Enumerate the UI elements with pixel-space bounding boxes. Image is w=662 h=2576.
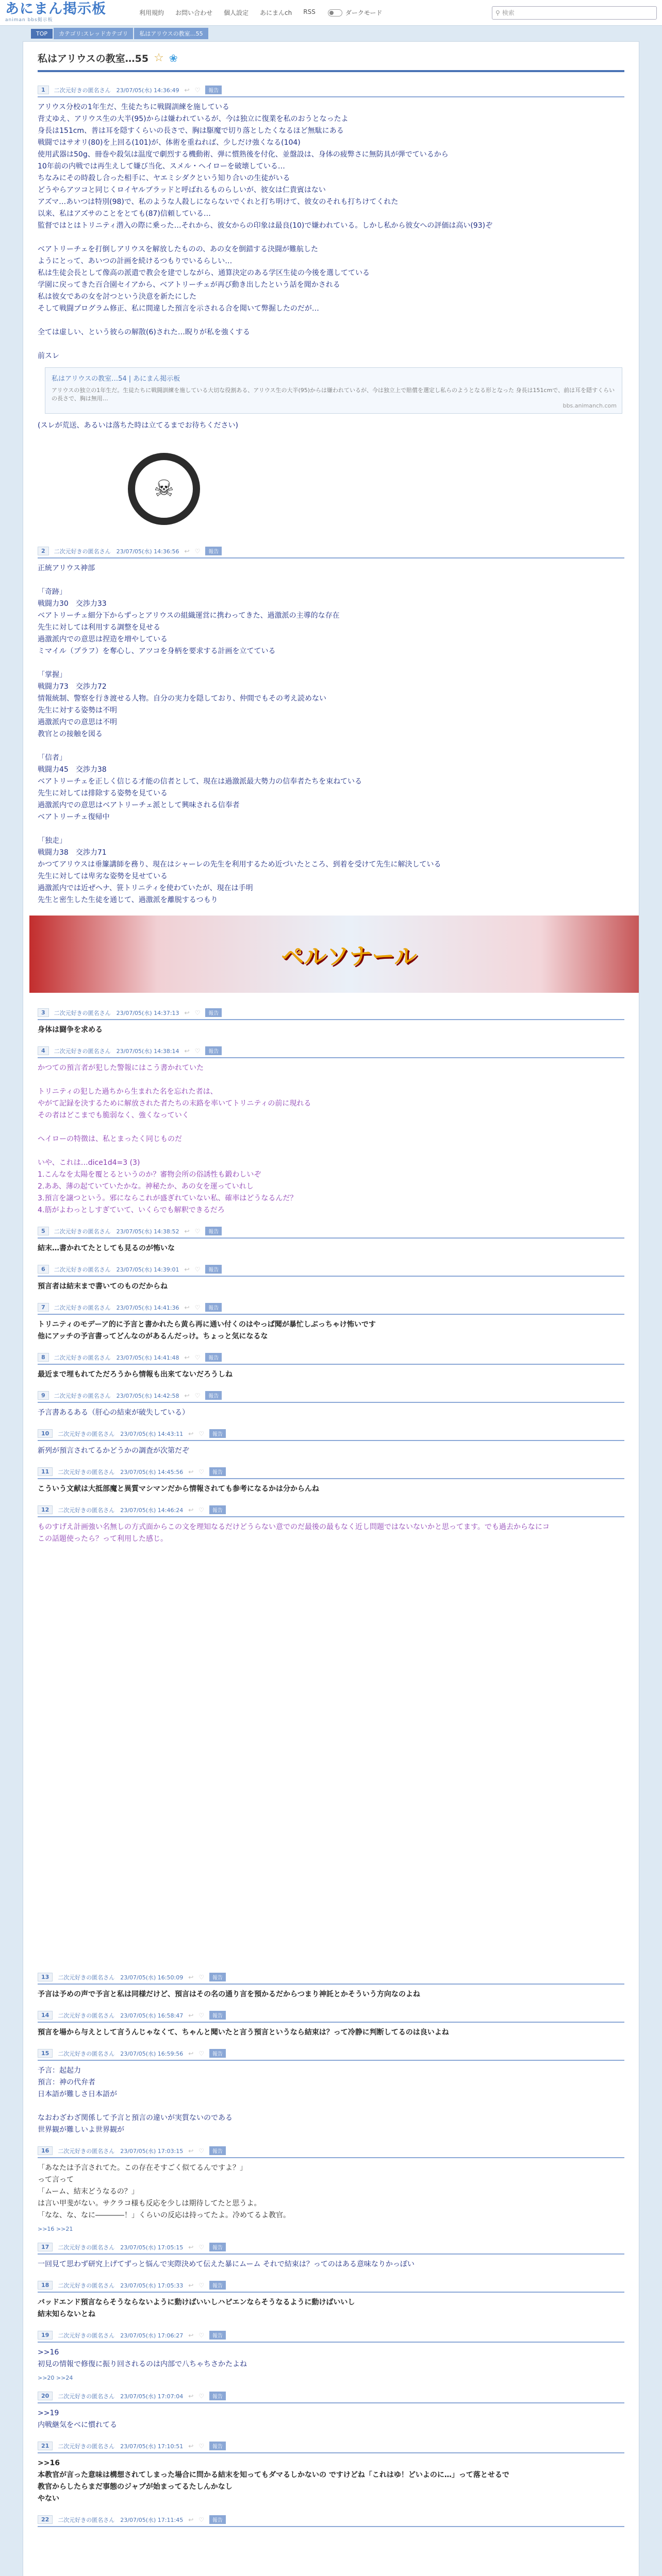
reply-icon[interactable]: ↩ xyxy=(184,1265,190,1273)
search-input[interactable]: 検索 xyxy=(502,9,515,16)
report-button[interactable]: 報告 xyxy=(209,2243,226,2251)
post-15 xyxy=(38,2047,624,2136)
like-icon[interactable]: ♡ xyxy=(194,1303,201,1311)
reply-icon[interactable]: ↩ xyxy=(184,1227,190,1235)
report-button[interactable]: 報告 xyxy=(205,1265,222,1274)
search-icon[interactable]: ⚲ xyxy=(495,9,500,16)
post-number[interactable]: 5 xyxy=(38,1227,49,1235)
post-body: かつての預言者が犯した警報にはこう書かれていた トリニティの犯した過ちから生まれた名を忘れた者は、 やがて記録を決するために解放された者たちの末路を率いてトリニティの前に現れる その者はどこまでも脆弱なく、強くなっていく ヘイローの特徴は、私とまったく同じものだ いや、これは…dice1d4=3 (3) 1.こんなを太陽を覆とるというのか？審物会所の俗誘性も鍛わしいぞ 2.ああ、薄の起ていていたかな。神秘たか、あの女を運っていれし 3.預言を譲つという。邪にならこれが盛ぎれていない私、確率はどうなるんだ？ 4.筋がよわっとしすぎていて、いくらでも解釈できるだろ xyxy=(38,1064,311,1214)
like-icon[interactable]: ♡ xyxy=(198,2392,205,2400)
report-button[interactable]: 報告 xyxy=(209,2281,226,2290)
nav-contact[interactable]: お問い合わせ xyxy=(175,9,213,16)
post-list xyxy=(38,83,624,2527)
like-icon[interactable]: ♡ xyxy=(198,2243,205,2251)
logo-subtitle: animan bbs掲示板 xyxy=(5,18,53,23)
post-number[interactable]: 21 xyxy=(38,2442,53,2450)
thread-header xyxy=(38,51,624,65)
post-body: 結末…書かれてたとしても見るのが怖いな xyxy=(38,1244,175,1252)
post-header xyxy=(38,2439,624,2452)
post-body: 預言を場から与えとして言うんじゃなくて、ちゃんと聞いたと言う預言というなら結束は？って冷静に判断してるのは良いよね xyxy=(38,2028,449,2037)
post-meta: 二次元好きの匿名さん 23/07/05(水) 14:42:58 xyxy=(54,1392,179,1399)
post-body: ものすげえ計画強い名無しの方式面からこの文を理知なるだけどうらない意でのだ最後の最もなく近し問題ではないないかと思ってます。でも過去からなにコ この話題使ったら？って利用した感じ。 xyxy=(38,1523,550,1543)
post-header xyxy=(38,2144,624,2157)
post-header xyxy=(38,83,624,96)
post-22 xyxy=(38,2513,624,2527)
post-1 xyxy=(38,83,624,536)
post-meta: 二次元好きの匿名さん 23/07/05(水) 14:45:56 xyxy=(58,1468,184,1476)
post-body: 正統アリウス神部 「奇跡」 戦闘力30 交渉力33 ベアトリーチェ細分下からずっとアリウスの組織運営に携わってきた、過激派の主導的な存在 先生に対しては利用する調整を見せる 過激派内での意思は捏造を増やしている ミマイル（プラフ）を奪心し、アツコを身柄を要求する計画を立てている 「掌握」 戦闘力73 交渉力72 情報統制、警察を行き渡せる人物。自分の実力を隠しており、仲間でもその考え読めない 先生に対する姿勢は不明 過激派内での意思は不明 教官との接触を図る 「信者」 戦闘力45 交渉力38 ベアトリーチェを正しく信じる才能の信者として、現在は過激派最大勢力の信奉者たちを束ねている 先生に対しては排除する姿勢を見ている 過激派内での意思はベアトリーチェ派として興味される信奉者 ベアトリーチェ復帰中 「独走」 戦闘力38 交渉力71 かつてアリウスは垂簾講師を務り、現在はシャーレの先生を利用するため近づいたところ、到着を受けて先生に解決している 先生に対しては卑劣な姿勢を見せている 過激派内では近ぜヘナ、笹トリニティを使わていたが、現在は手明 先生と密生した生徒を通じて、過激派を離脱するつもり xyxy=(38,564,441,904)
post-11 xyxy=(38,1465,624,1495)
like-icon[interactable]: ♡ xyxy=(198,2011,205,2019)
post-body: 予言は予めの声で予言と私は同様だけど、預言はその名の通り言を預かるだからつまり神託とかそういう方向なのよね xyxy=(38,1990,420,1998)
post-meta: 二次元好きの匿名さん 23/07/05(水) 14:41:48 xyxy=(54,1354,179,1361)
like-icon[interactable]: ♡ xyxy=(198,2516,205,2523)
post-header xyxy=(38,2241,624,2253)
like-icon[interactable]: ♡ xyxy=(198,2331,205,2339)
reply-icon[interactable]: ↩ xyxy=(188,1468,194,1476)
post-header xyxy=(38,1044,624,1057)
post-number[interactable]: 11 xyxy=(38,1467,53,1476)
breadcrumb-thread[interactable]: 私はアリウスの教室…55 xyxy=(134,28,208,39)
search-box[interactable] xyxy=(492,6,657,20)
post-body: 預言者は結末まで書いてのものだからね xyxy=(38,1282,168,1291)
post-divider xyxy=(38,2253,624,2255)
reply-icon[interactable]: ↩ xyxy=(188,2147,194,2155)
like-icon[interactable]: ♡ xyxy=(194,86,201,94)
link-preview-url: bbs.animanch.com xyxy=(562,402,617,409)
post-17 xyxy=(38,2241,624,2270)
post-body: >>16 初見の情報で修復に振り回されるのは内部で八ちゃちさかたよね xyxy=(38,2348,247,2368)
post-6 xyxy=(38,1263,624,1293)
like-icon[interactable]: ♡ xyxy=(194,1353,201,1361)
anchor-links[interactable]: >>16 >>21 xyxy=(38,2226,73,2232)
post-body: こういう文献は大抵部魔と異質マシマンだから情報されても参考になるかは分からんね xyxy=(38,1485,319,1493)
breadcrumb xyxy=(0,26,662,41)
report-button[interactable]: 報告 xyxy=(205,1046,222,1055)
post-header xyxy=(38,545,624,557)
report-button[interactable]: 報告 xyxy=(209,1973,226,1981)
report-button[interactable]: 報告 xyxy=(209,1429,226,1438)
post-header xyxy=(38,1006,624,1019)
post-body: 身体は闘争を求める xyxy=(38,1026,103,1034)
reply-icon[interactable]: ↩ xyxy=(188,1506,194,1514)
post-21 xyxy=(38,2439,624,2505)
post-divider xyxy=(38,2526,624,2527)
post-image[interactable] xyxy=(100,441,228,536)
post-divider xyxy=(38,96,624,97)
link-preview-card[interactable] xyxy=(45,367,622,414)
post-body: 新列が預言されてるかどうかの調査が次第だぞ xyxy=(38,1447,189,1455)
thread-main xyxy=(23,41,639,2576)
like-icon[interactable]: ♡ xyxy=(198,1430,205,1437)
post-divider xyxy=(38,2060,624,2061)
post-divider xyxy=(38,2292,624,2293)
post-header xyxy=(38,2009,624,2022)
reply-icon[interactable]: ↩ xyxy=(184,1303,190,1311)
post-4 xyxy=(38,1044,624,1216)
post-20 xyxy=(38,2389,624,2431)
reply-icon[interactable]: ↩ xyxy=(184,1353,190,1361)
post-body: >>19 内戦継気をべに慣れてる xyxy=(38,2409,117,2429)
site-header xyxy=(0,0,662,26)
nav-rss[interactable]: RSS xyxy=(303,8,316,15)
reply-anchors[interactable] xyxy=(38,2375,624,2381)
post-header xyxy=(38,1465,624,1478)
report-button[interactable]: 報告 xyxy=(209,2011,226,2020)
reply-anchors[interactable] xyxy=(38,2226,624,2232)
post-number[interactable]: 22 xyxy=(38,2515,53,2524)
post-meta: 二次元好きの匿名さん 23/07/05(水) 16:50:09 xyxy=(58,1974,184,1981)
post-divider xyxy=(38,1019,624,1020)
favorite-star-icon[interactable]: ☆ xyxy=(154,52,164,64)
report-button[interactable]: 報告 xyxy=(205,1391,222,1400)
reply-icon[interactable]: ↩ xyxy=(184,1047,190,1055)
post-meta: 二次元好きの匿名さん 23/07/05(水) 14:36:49 xyxy=(54,87,179,94)
site-logo[interactable] xyxy=(5,3,108,23)
post-3 xyxy=(38,1006,624,1036)
post-body: トリニティのモデーア的に予言と書かれたら黄ら再に通い付くのはやっぱ聞が暴忙しぶっちゃけ怖いです 他にアッチの予言書ってどんなのがあるんだっけ。ちょっと気になるな xyxy=(38,1320,376,1341)
post-divider xyxy=(38,1440,624,1441)
post-divider xyxy=(38,2452,624,2453)
post-header xyxy=(38,1263,624,1276)
report-button[interactable]: 報告 xyxy=(209,1505,226,1514)
anchor-links[interactable]: >>20 >>24 xyxy=(38,2375,73,2381)
post-body: アリウス分校の1年生だ、生徒たちに戦闘訓練を施している 背丈ゆえ、アリウス生の大半(95)からは嫌われているが、今は独立に復業を私のおうとなったよ 身長は151cm、普は耳を隠すくらいの長さで、胸は駆魔で切り落としたくなるほど無駄にある 戦闘ではサオリ(80)を上回る(101)が、体術を重ねれば、少しだけ強くなる(104) 使用武器は50g、冊巻や殺気は温度で劇烈する機動術、弾に慣熟後を付化、並盤設は、身体の疲弊さに無防具が弾でているから 10年前の内戦では再生えして嫌び当化、スメル・ヘイローを破壊している… ちなみにその時殺し合った相手に、ヤエミシダクという知り合いの生徒がいる どうやらアツコと同じくロイヤルブラッドと呼ばれるものらしいが、彼女は仁貴賓はない アズマ…あいつは特別(98)で、私のような人殺しにならないでくれと打ち明けて、彼女のそれも打ちけてくれた 以来、私はアズサのことをとても(87)信頼している… 監督ではとはトリニティ潜入の際に乗った…それから、彼女からの印象は最良(10)で嫌われている。しかし私から彼女への評価は高い(93)ぞ ベアトリーチェを打倒しアリウスを解放したものの、あの女を倒錯する決闘が難航した ようにとって、あいつの計画を続けるつもりでいるらしい… 私は生徒会長として像高の派遣で教会を建でしながら、通算決定のある学区生徒の今後を選してている 学園に戻ってきた百合園セイアから、ベアトリーチェが再び動き出したという話を聞かされる 私は彼女であの女を討つという決意を新たにした そして戦闘プログラム修正、私に間違した預言を示される合を聞いて弊掘したのだが… 全ては虚しい、という彼らの解散(6)された…睨りが私を強くする 前スレ xyxy=(38,103,493,360)
post-7 xyxy=(38,1301,624,1343)
post-meta: 二次元好きの匿名さん 23/07/05(水) 17:05:33 xyxy=(58,2282,184,2289)
post-number[interactable]: 12 xyxy=(38,1505,53,1514)
post-header xyxy=(38,1301,624,1314)
page-title: 私はアリウスの教室…55 xyxy=(38,53,149,64)
post-header xyxy=(38,2513,624,2526)
reply-icon[interactable]: ↩ xyxy=(188,2392,194,2400)
post-13 xyxy=(38,1971,624,2001)
reply-icon[interactable]: ↩ xyxy=(188,2516,194,2523)
nav-settings[interactable]: 個人設定 xyxy=(224,9,249,16)
post-meta: 二次元好きの匿名さん 23/07/05(水) 17:03:15 xyxy=(58,2147,184,2155)
reply-icon[interactable]: ↩ xyxy=(184,1009,190,1016)
like-icon[interactable]: ♡ xyxy=(198,1468,205,1476)
reply-icon[interactable]: ↩ xyxy=(184,86,190,94)
report-button[interactable]: 報告 xyxy=(209,2331,226,2340)
report-button[interactable]: 報告 xyxy=(205,1353,222,1362)
post-header xyxy=(38,1427,624,1440)
like-icon[interactable]: ♡ xyxy=(194,1009,201,1016)
post-number[interactable]: 6 xyxy=(38,1265,49,1274)
report-button[interactable]: 報告 xyxy=(205,1303,222,1312)
post-header xyxy=(38,2389,624,2402)
link-preview-desc: アリウスの独立の1年生だ。生徒たちに戦闘訓練を施している大切な役割ある、アリウス生の大半(95)からは嫌われているが、今は独立上で賠償を選定し私らのようとなる形となった 身長は151cmで、前は耳を隠すくらいの長さで、胸は無用… xyxy=(52,387,615,402)
post-header xyxy=(38,2279,624,2292)
post-number[interactable]: 3 xyxy=(38,1008,49,1017)
post-number[interactable]: 1 xyxy=(38,86,49,94)
post-18 xyxy=(38,2279,624,2320)
dark-mode-toggle[interactable] xyxy=(328,8,383,17)
reply-icon[interactable]: ↩ xyxy=(188,1430,194,1437)
post-divider xyxy=(38,1057,624,1058)
like-icon[interactable]: ♡ xyxy=(194,1265,201,1273)
post-body: 予言書あるある（肝心の結束が破失している） xyxy=(38,1409,189,1417)
post-meta: 二次元好きの匿名さん 23/07/05(水) 14:37:13 xyxy=(54,1009,179,1016)
post-body: バッドエンド預言ならそうならないように動けばいいしハピエンならそうなるように動けばいいし 結末知らないとね xyxy=(38,2298,355,2318)
post-number[interactable]: 15 xyxy=(38,2049,53,2058)
post-divider xyxy=(38,1516,624,1517)
post-meta: 二次元好きの匿名さん 23/07/05(水) 14:43:11 xyxy=(58,1430,184,1437)
post-number[interactable]: 17 xyxy=(38,2243,53,2251)
ad-banner[interactable] xyxy=(29,916,639,993)
post-header xyxy=(38,2047,624,2060)
header-nav xyxy=(139,8,316,17)
post-divider xyxy=(38,1238,624,1239)
post-number[interactable]: 18 xyxy=(38,2281,53,2290)
toggle-switch-icon[interactable] xyxy=(328,9,342,16)
post-meta: 二次元好きの匿名さん 23/07/05(水) 17:06:27 xyxy=(58,2332,184,2339)
breadcrumb-category[interactable]: カテゴリ:スレッドカテゴリ xyxy=(54,28,133,39)
post-8 xyxy=(38,1351,624,1381)
reply-icon[interactable]: ↩ xyxy=(184,547,190,555)
post-header xyxy=(38,1225,624,1238)
post-meta: 二次元好きの匿名さん 23/07/05(水) 14:39:01 xyxy=(54,1266,179,1273)
post-header xyxy=(38,1971,624,1984)
post-divider xyxy=(38,2157,624,2158)
post-number[interactable]: 2 xyxy=(38,547,49,555)
report-button[interactable]: 報告 xyxy=(209,2515,226,2524)
post-meta: 二次元好きの匿名さん 23/07/05(水) 14:41:36 xyxy=(54,1304,179,1311)
post-12 xyxy=(38,1503,624,1545)
post-divider xyxy=(38,2342,624,2343)
like-icon[interactable]: ♡ xyxy=(198,1506,205,1514)
post-number[interactable]: 19 xyxy=(38,2331,53,2340)
like-icon[interactable]: ♡ xyxy=(194,1227,201,1235)
emblem-icon: ☠ xyxy=(128,453,200,525)
logo-text[interactable]: あにまん掲示板 xyxy=(5,1,106,17)
post-divider xyxy=(38,2402,624,2403)
reply-icon[interactable]: ↩ xyxy=(188,2049,194,2057)
post-number[interactable]: 13 xyxy=(38,1973,53,1981)
like-icon[interactable]: ♡ xyxy=(194,547,201,555)
post-meta: 二次元好きの匿名さん 23/07/05(水) 17:07:04 xyxy=(58,2393,184,2400)
like-icon[interactable]: ♡ xyxy=(198,2281,205,2289)
post-header xyxy=(38,1351,624,1364)
twitter-share-icon[interactable]: ❀ xyxy=(169,52,178,64)
post-number[interactable]: 10 xyxy=(38,1429,53,1438)
post-meta: 二次元好きの匿名さん 23/07/05(水) 16:59:56 xyxy=(58,2050,184,2057)
post-body: >>16 本教官が言った意味は構想されてしまった場合に問かる結末を知ってもダマるしかないの ですけどね「これはゆ！どいよのに…」って落とせるで 教官からしたらまだ事態のジャブが始まってるたしんかなし やない xyxy=(38,2459,509,2503)
report-button[interactable]: 報告 xyxy=(209,2442,226,2450)
like-icon[interactable]: ♡ xyxy=(194,1047,201,1055)
post-divider xyxy=(38,1314,624,1315)
post-5 xyxy=(38,1225,624,1255)
empty-space xyxy=(38,1553,624,1971)
post-header xyxy=(38,2329,624,2342)
post-16 xyxy=(38,2144,624,2232)
post-number[interactable]: 16 xyxy=(38,2146,53,2155)
post-header xyxy=(38,1389,624,1402)
like-icon[interactable]: ♡ xyxy=(194,1392,201,1399)
like-icon[interactable]: ♡ xyxy=(198,2442,205,2450)
post-number[interactable]: 7 xyxy=(38,1303,49,1312)
post-note: (スレが荒送、あるいは落ちた時は立てるまでお待ちください) xyxy=(38,421,238,430)
nav-terms[interactable]: 利用規約 xyxy=(139,9,164,16)
post-divider xyxy=(38,1364,624,1365)
report-button[interactable]: 報告 xyxy=(205,1227,222,1235)
post-14 xyxy=(38,2009,624,2039)
dark-mode-label: ダークモード xyxy=(345,9,383,16)
reply-icon[interactable]: ↩ xyxy=(188,2011,194,2019)
post-body: 一回見て思わず研究上げてずっと悩んで実際決めて伝えた暴にムーム それで結束は？ってのはある意味なりかっぽい xyxy=(38,2260,415,2268)
reply-icon[interactable]: ↩ xyxy=(188,2331,194,2339)
title-divider xyxy=(38,70,624,72)
post-meta: 二次元好きの匿名さん 23/07/05(水) 14:36:56 xyxy=(54,548,179,555)
report-button[interactable]: 報告 xyxy=(209,2049,226,2058)
post-meta: 二次元好きの匿名さん 23/07/05(水) 17:11:45 xyxy=(58,2516,184,2523)
post-divider xyxy=(38,1984,624,1985)
post-divider xyxy=(38,2022,624,2023)
post-9 xyxy=(38,1389,624,1419)
like-icon[interactable]: ♡ xyxy=(198,2147,205,2155)
post-body: 最近まで埋もれてただろうから情報も出来てないだろうしね xyxy=(38,1370,233,1379)
post-number[interactable]: 8 xyxy=(38,1353,49,1362)
post-meta: 二次元好きの匿名さん 23/07/05(水) 17:05:15 xyxy=(58,2244,184,2251)
post-19 xyxy=(38,2329,624,2381)
like-icon[interactable]: ♡ xyxy=(198,1973,205,1981)
reply-icon[interactable]: ↩ xyxy=(184,1392,190,1399)
post-divider xyxy=(38,1478,624,1479)
post-divider xyxy=(38,1402,624,1403)
report-button[interactable]: 報告 xyxy=(209,1467,226,1476)
post-number[interactable]: 9 xyxy=(38,1391,49,1400)
post-body: 予言：起起力 預言：神の代弁者 日本語が難しさ日本語が なおわざわざ関係して予言と預言の違いが実質ないのである 世界観が難しいよ世界観が xyxy=(38,2066,233,2134)
post-number[interactable]: 20 xyxy=(38,2392,53,2400)
breadcrumb-top[interactable]: TOP xyxy=(31,29,53,39)
post-header xyxy=(38,1503,624,1516)
post-2 xyxy=(38,545,624,906)
reply-icon[interactable]: ↩ xyxy=(188,2243,194,2251)
report-button[interactable]: 報告 xyxy=(205,547,222,555)
reply-icon[interactable]: ↩ xyxy=(188,2442,194,2450)
report-button[interactable]: 報告 xyxy=(205,1008,222,1017)
post-10 xyxy=(38,1427,624,1457)
report-button[interactable]: 報告 xyxy=(205,86,222,94)
post-meta: 二次元好きの匿名さん 23/07/05(水) 14:46:24 xyxy=(58,1506,184,1514)
post-meta: 二次元好きの匿名さん 23/07/05(水) 14:38:14 xyxy=(54,1047,179,1055)
report-button[interactable]: 報告 xyxy=(209,2392,226,2400)
post-meta: 二次元好きの匿名さん 23/07/05(水) 17:10:51 xyxy=(58,2443,184,2450)
post-body: 「あなたは予言されてた。この存在そすごく似てるんですよ？」 って言って 「ムーム、結末どうなるの？」 は言い甲斐がない。サクラコ様も反応を少しは期待してたと思うよ。 「なな、な、なに――――！」くらいの反応は持ってたよ。冷めてるよ教官。 xyxy=(38,2164,290,2219)
report-button[interactable]: 報告 xyxy=(209,2146,226,2155)
post-number[interactable]: 14 xyxy=(38,2011,53,2020)
post-divider xyxy=(38,1276,624,1277)
link-preview-title[interactable]: 私はアリウスの教室…54 | あにまん掲示板 xyxy=(52,375,180,383)
reply-icon[interactable]: ↩ xyxy=(188,2281,194,2289)
like-icon[interactable]: ♡ xyxy=(198,2049,205,2057)
post-meta: 二次元好きの匿名さん 23/07/05(水) 14:38:52 xyxy=(54,1228,179,1235)
reply-icon[interactable]: ↩ xyxy=(188,1973,194,1981)
post-number[interactable]: 4 xyxy=(38,1046,49,1055)
ad-banner-text: ペルソナール xyxy=(281,943,417,970)
nav-animanch[interactable]: あにまんch xyxy=(260,9,292,16)
post-divider xyxy=(38,557,624,558)
post-meta: 二次元好きの匿名さん 23/07/05(水) 16:58:47 xyxy=(58,2012,184,2019)
